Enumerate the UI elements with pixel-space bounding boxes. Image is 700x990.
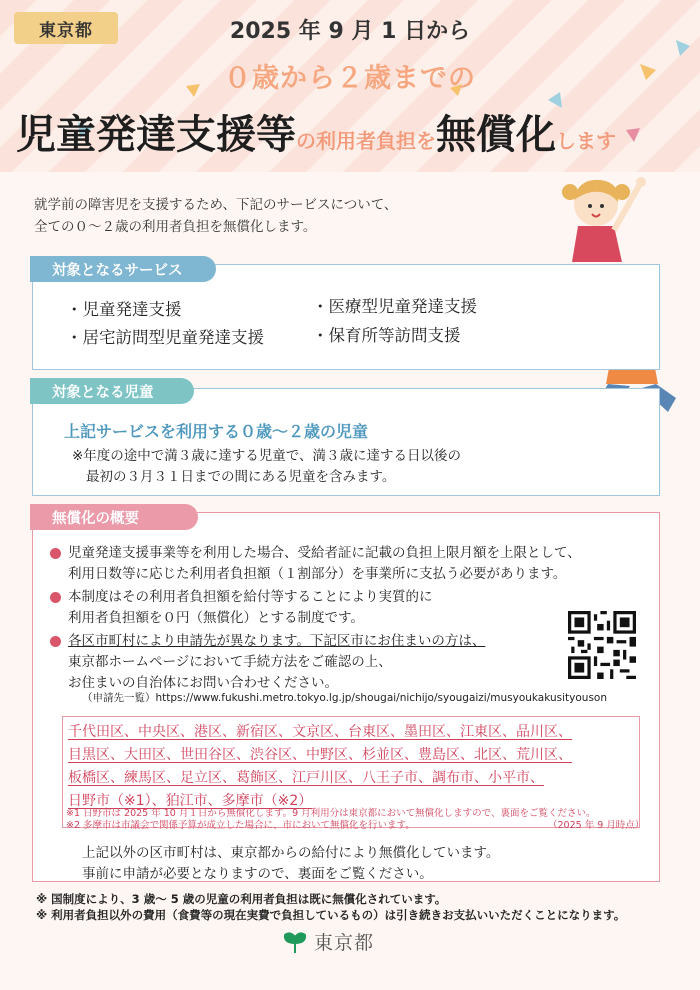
ward-note: ※1 日野市は 2025 年 10 月１日から無償化します。9 月利用分は東京都において無償化しますので、裏面をご覧ください。 bbox=[66, 808, 596, 819]
bullet-line: お住まいの自治体にお問い合わせください。 bbox=[68, 675, 338, 691]
other-municipalities bbox=[82, 843, 499, 885]
headline-part3: 無償化 bbox=[436, 112, 556, 158]
bullet-line: 児童発達支援事業等を利用した場合、受給者証に記載の負担上限月額を上限として、 bbox=[68, 545, 581, 561]
service-item: ・児童発達支援 bbox=[66, 300, 182, 319]
bullet-line: 東京都ホームページにおいて手続方法をご確認の上、 bbox=[68, 654, 392, 670]
intro-line: 就学前の障害児を支援するため、下記のサービスについて、 bbox=[34, 197, 398, 213]
bullet-dot bbox=[50, 592, 61, 603]
overview-bullet bbox=[68, 587, 433, 629]
ward-note: ※2 多摩市は市議会で関係予算が成立した場合に、市において無償化を行います。 bbox=[66, 820, 415, 831]
ward-line: 板橋区、練馬区、足立区、葛飾区、江戸川区、八王子市、調布市、小平市、 bbox=[68, 770, 544, 786]
headline-part2: の利用者負担を bbox=[296, 129, 436, 153]
intro-line: 全ての０～２歳の利用者負担を無償化します。 bbox=[34, 219, 317, 235]
bullet-line: 各区市町村により申請先が異なります。下記区市にお住まいの方は、 bbox=[68, 633, 486, 649]
ginkgo-logo-icon bbox=[282, 929, 308, 955]
target-children: 上記サービスを利用する０歳～２歳の児童 bbox=[64, 422, 369, 441]
logo-text: 東京都 bbox=[314, 932, 375, 954]
tokyo-logo bbox=[282, 928, 374, 955]
note-line: ※年度の途中で満３歳に達する児童で、満３歳に達する日以後の bbox=[72, 448, 462, 464]
main-headline bbox=[16, 103, 696, 160]
service-item: ・居宅訪問型児童発達支援 bbox=[66, 328, 264, 347]
bullet-dot bbox=[50, 636, 61, 647]
overview-bullet bbox=[68, 631, 485, 694]
bullet-line: 利用者負担額を０円（無償化）とする制度です。 bbox=[68, 610, 364, 626]
other-line: 事前に申請が必要となりますので、裏面をご覧ください。 bbox=[82, 866, 433, 882]
footnote: ※ 国制度により、3 歳～ 5 歳の児童の利用者負担は既に無償化されています。 bbox=[36, 892, 447, 906]
qr-code-icon[interactable] bbox=[568, 611, 636, 679]
ward-list bbox=[68, 721, 572, 813]
service-item: ・保育所等訪問支援 bbox=[312, 326, 461, 345]
services-label: 対象となるサービス bbox=[30, 256, 216, 282]
intro-text bbox=[34, 194, 397, 238]
bullet-line: 利用日数等に応じた利用者負担額（１割部分）を事業所に支払う必要があります。 bbox=[68, 566, 567, 582]
start-date: 2025 年 9 月 1 日から bbox=[229, 19, 471, 44]
footnote: ※ 利用者負担以外の費用（食費等の現在実費で負担しているもの）は引き続きお支払いいただくことになります。 bbox=[36, 908, 626, 922]
bullet-line: 本制度はその利用者負担額を給付等することにより実質的に bbox=[68, 589, 433, 605]
ward-line: 日野市（※1）、狛江市、多摩市（※2） bbox=[68, 793, 313, 809]
service-item: ・医療型児童発達支援 bbox=[312, 297, 477, 316]
ward-line: 千代田区、中央区、港区、新宿区、文京区、台東区、墨田区、江東区、品川区、 bbox=[68, 724, 572, 740]
target-note bbox=[72, 446, 461, 488]
overview-bullet bbox=[68, 543, 581, 585]
tokyo-badge: 東京都 bbox=[14, 12, 118, 44]
note-line: 最初の３月３１日までの間にある児童を含みます。 bbox=[86, 469, 396, 485]
headline-part1: 児童発達支援等 bbox=[16, 112, 296, 158]
bullet-dot bbox=[50, 548, 61, 559]
as-of-date: （2025 年 9 月時点） bbox=[548, 820, 645, 831]
ward-line: 目黒区、大田区、世田谷区、渋谷区、中野区、杉並区、豊島区、北区、荒川区、 bbox=[68, 747, 572, 763]
children-label: 対象となる児童 bbox=[30, 378, 194, 404]
headline-part4: します bbox=[556, 129, 616, 153]
overview-label: 無償化の概要 bbox=[30, 504, 198, 530]
age-range: ０歳から２歳までの bbox=[224, 63, 476, 94]
other-line: 上記以外の区市町村は、東京都からの給付により無償化しています。 bbox=[82, 845, 500, 861]
application-url[interactable]: （申請先一覧）https://www.fukushi.metro.tokyo.lg.jp/shougai/nichijo/syougaizi/musyoukakusityouson bbox=[82, 692, 607, 704]
child-illustration-girl bbox=[548, 170, 658, 270]
